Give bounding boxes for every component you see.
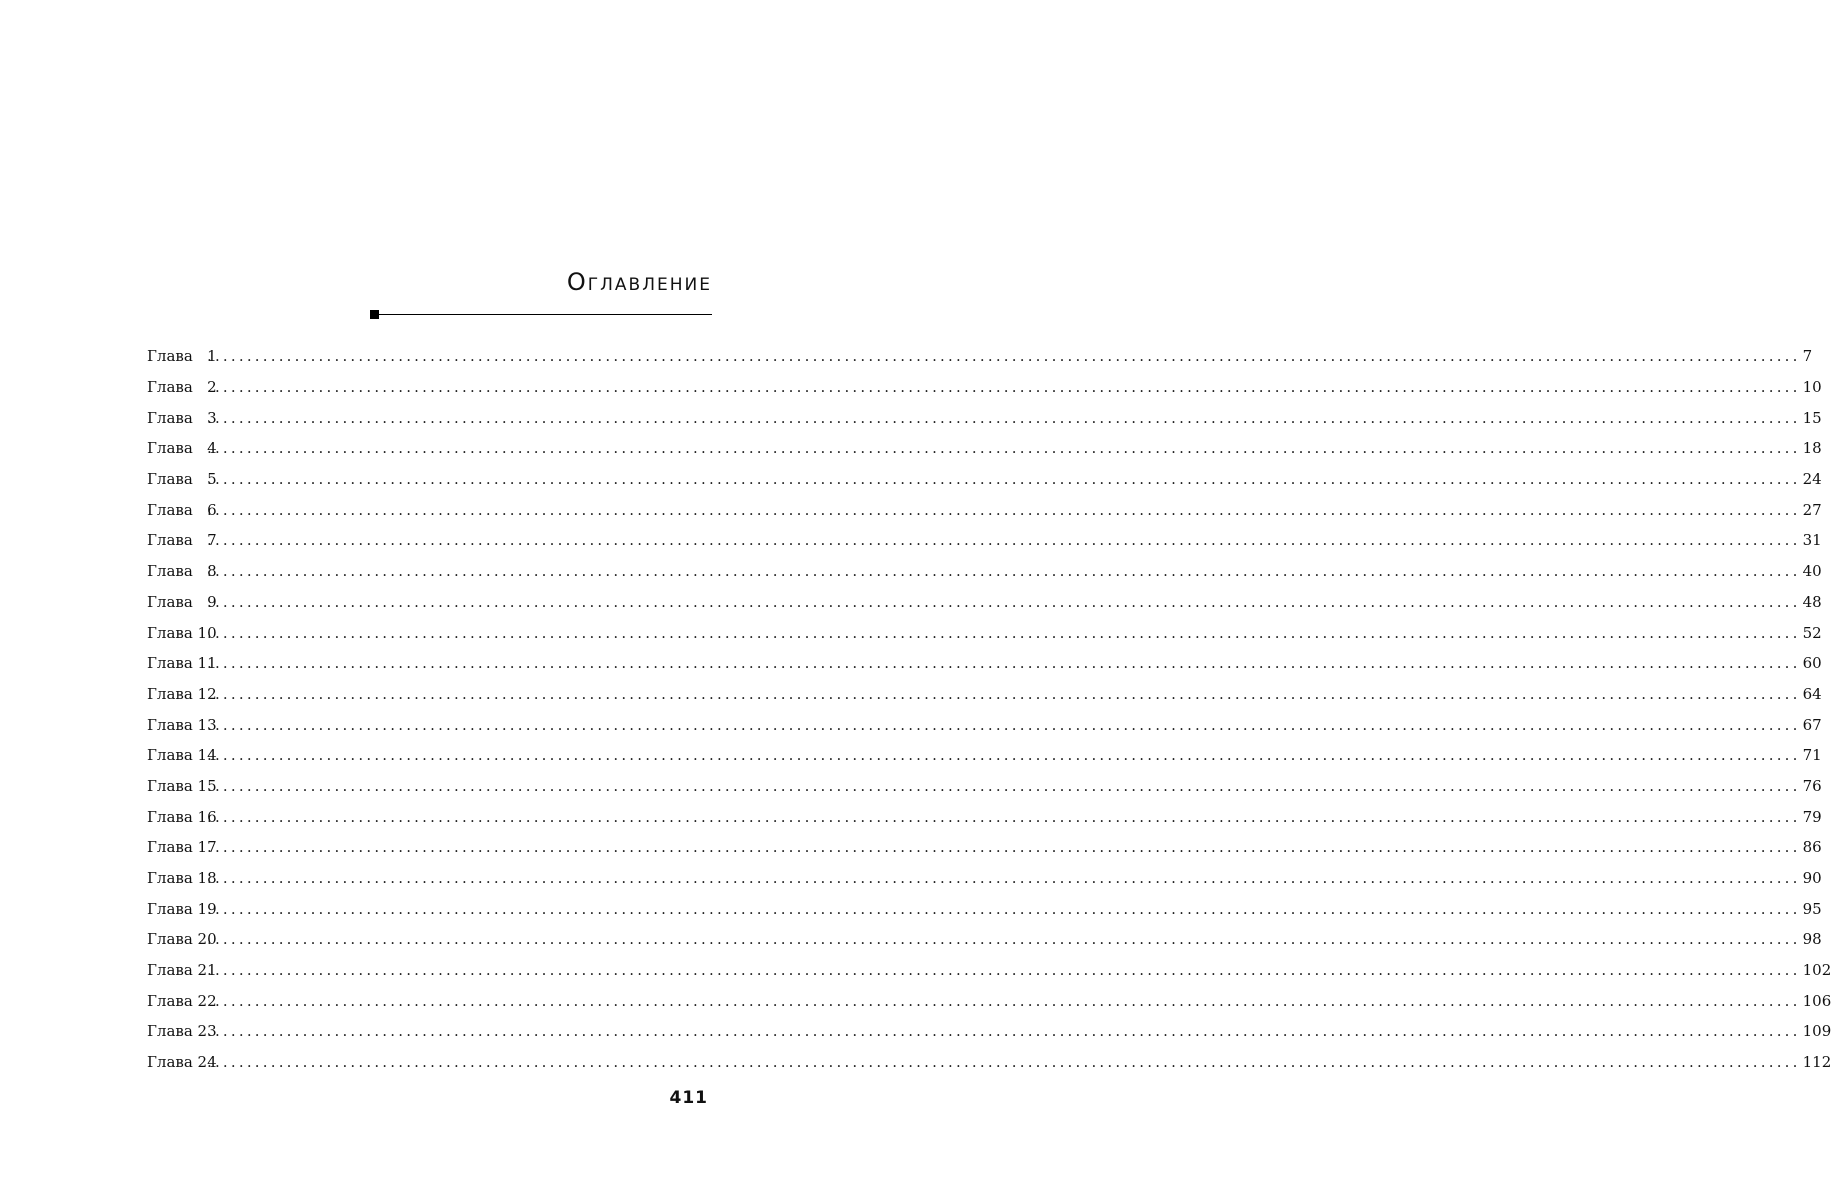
- toc-entry-label: Глава 7: [147, 531, 217, 550]
- toc-entry-page: 76: [1802, 776, 1822, 795]
- toc-dot-leader: ........................................................................................................................................................................................................: [207, 531, 1801, 550]
- toc-entry-label: Глава 1: [147, 347, 217, 366]
- toc-entry[interactable]: [147, 801, 1822, 832]
- toc-dot-leader: ........................................................................................................................................................................................................: [207, 592, 1801, 611]
- toc-dot-leader: ........................................................................................................................................................................................................: [207, 347, 1801, 366]
- toc-dot-leader: ........................................................................................................................................................................................................: [207, 470, 1801, 489]
- toc-entry[interactable]: [147, 863, 1822, 894]
- toc-entry-page: 10: [1802, 378, 1822, 397]
- toc-entry-label: Глава 21: [147, 961, 217, 980]
- toc-entry[interactable]: [147, 1047, 1831, 1078]
- toc-entry[interactable]: [147, 648, 1822, 679]
- toc-dot-leader: ........................................................................................................................................................................................................: [207, 869, 1801, 888]
- toc-dot-leader: ........................................................................................................................................................................................................: [207, 991, 1801, 1010]
- toc-dot-leader: ........................................................................................................................................................................................................: [207, 500, 1801, 519]
- toc-entry-label: Глава 16: [147, 807, 217, 826]
- toc-entry[interactable]: [147, 372, 1822, 403]
- toc-entry-page: 24: [1802, 470, 1822, 489]
- toc-entry-page: 109: [1802, 1022, 1831, 1041]
- toc-entry[interactable]: [147, 955, 1831, 986]
- toc-dot-leader: ........................................................................................................................................................................................................: [207, 899, 1801, 918]
- toc-dot-leader: ........................................................................................................................................................................................................: [207, 408, 1801, 427]
- toc-entry[interactable]: [147, 985, 1831, 1016]
- toc-entry-label: Глава 19: [147, 899, 217, 918]
- toc-entry[interactable]: [147, 1016, 1831, 1047]
- toc-entry[interactable]: [147, 525, 1822, 556]
- table-of-contents: [147, 341, 1831, 1078]
- toc-dot-leader: ........................................................................................................................................................................................................: [207, 1053, 1801, 1072]
- toc-entry-label: Глава 24: [147, 1053, 217, 1072]
- toc-entry-page: 67: [1802, 715, 1822, 734]
- toc-dot-leader: ........................................................................................................................................................................................................: [207, 562, 1801, 581]
- toc-entry-page: 79: [1802, 807, 1822, 826]
- toc-dot-leader: ........................................................................................................................................................................................................: [207, 746, 1801, 765]
- toc-entry[interactable]: [147, 402, 1822, 433]
- rule-line: [379, 314, 712, 315]
- page-title: Оглавление: [566, 268, 712, 296]
- toc-entry-label: Глава 18: [147, 869, 217, 888]
- toc-entry[interactable]: [147, 587, 1822, 618]
- toc-entry-label: Глава 11: [147, 654, 217, 673]
- toc-entry-page: 40: [1802, 562, 1822, 581]
- toc-entry-page: 31: [1802, 531, 1822, 550]
- toc-entry-page: 102: [1802, 961, 1831, 980]
- toc-entry[interactable]: [147, 924, 1822, 955]
- toc-entry-page: 18: [1802, 439, 1822, 458]
- toc-entry-page: 27: [1802, 500, 1822, 519]
- toc-dot-leader: ........................................................................................................................................................................................................: [207, 838, 1801, 857]
- toc-entry-page: 112: [1802, 1053, 1831, 1072]
- toc-entry-label: Глава 12: [147, 684, 217, 703]
- toc-entry[interactable]: [147, 771, 1822, 802]
- toc-entry-label: Глава 10: [147, 623, 217, 642]
- toc-entry-label: Глава 4: [147, 439, 217, 458]
- toc-entry-label: Глава 9: [147, 592, 217, 611]
- toc-entry-label: Глава 3: [147, 408, 217, 427]
- page-number: 411: [669, 1088, 708, 1108]
- toc-entry[interactable]: [147, 464, 1822, 495]
- toc-entry-page: 106: [1802, 991, 1831, 1010]
- toc-entry-page: 52: [1802, 623, 1822, 642]
- toc-entry-label: Глава 2: [147, 378, 217, 397]
- toc-dot-leader: ........................................................................................................................................................................................................: [207, 654, 1801, 673]
- toc-entry[interactable]: [147, 709, 1822, 740]
- toc-entry[interactable]: [147, 893, 1822, 924]
- toc-entry-label: Глава 6: [147, 500, 217, 519]
- toc-dot-leader: ........................................................................................................................................................................................................: [207, 776, 1801, 795]
- toc-entry[interactable]: [147, 556, 1822, 587]
- toc-dot-leader: ........................................................................................................................................................................................................: [207, 684, 1801, 703]
- toc-entry-page: 64: [1802, 684, 1822, 703]
- toc-entry-page: 95: [1802, 899, 1822, 918]
- toc-entry[interactable]: [147, 433, 1822, 464]
- toc-entry[interactable]: [147, 617, 1822, 648]
- toc-entry-label: Глава 17: [147, 838, 217, 857]
- toc-entry[interactable]: [147, 341, 1813, 372]
- toc-entry[interactable]: [147, 740, 1822, 771]
- toc-entry-page: 48: [1802, 592, 1822, 611]
- toc-entry-page: 90: [1802, 869, 1822, 888]
- toc-entry-page: 71: [1802, 746, 1822, 765]
- title-rule: [370, 309, 712, 321]
- toc-entry-page: 7: [1802, 347, 1813, 366]
- toc-entry-label: Глава 23: [147, 1022, 217, 1041]
- toc-dot-leader: ........................................................................................................................................................................................................: [207, 715, 1801, 734]
- toc-entry-label: Глава 15: [147, 776, 217, 795]
- toc-entry-label: Глава 14: [147, 746, 217, 765]
- toc-entry-label: Глава 5: [147, 470, 217, 489]
- toc-entry-page: 15: [1802, 408, 1822, 427]
- toc-dot-leader: ........................................................................................................................................................................................................: [207, 930, 1801, 949]
- toc-dot-leader: ........................................................................................................................................................................................................: [207, 807, 1801, 826]
- toc-entry-label: Глава 8: [147, 562, 217, 581]
- toc-entry-label: Глава 22: [147, 991, 217, 1010]
- toc-entry[interactable]: [147, 494, 1822, 525]
- toc-dot-leader: ........................................................................................................................................................................................................: [207, 439, 1801, 458]
- toc-entry-label: Глава 20: [147, 930, 217, 949]
- toc-entry-label: Глава 13: [147, 715, 217, 734]
- toc-entry[interactable]: [147, 679, 1822, 710]
- toc-dot-leader: ........................................................................................................................................................................................................: [207, 623, 1801, 642]
- toc-entry-page: 98: [1802, 930, 1822, 949]
- toc-dot-leader: ........................................................................................................................................................................................................: [207, 1022, 1801, 1041]
- toc-entry-page: 60: [1802, 654, 1822, 673]
- rule-square-ornament: [370, 310, 379, 319]
- toc-entry-page: 86: [1802, 838, 1822, 857]
- toc-dot-leader: ........................................................................................................................................................................................................: [207, 378, 1801, 397]
- toc-dot-leader: ........................................................................................................................................................................................................: [207, 961, 1801, 980]
- toc-entry[interactable]: [147, 832, 1822, 863]
